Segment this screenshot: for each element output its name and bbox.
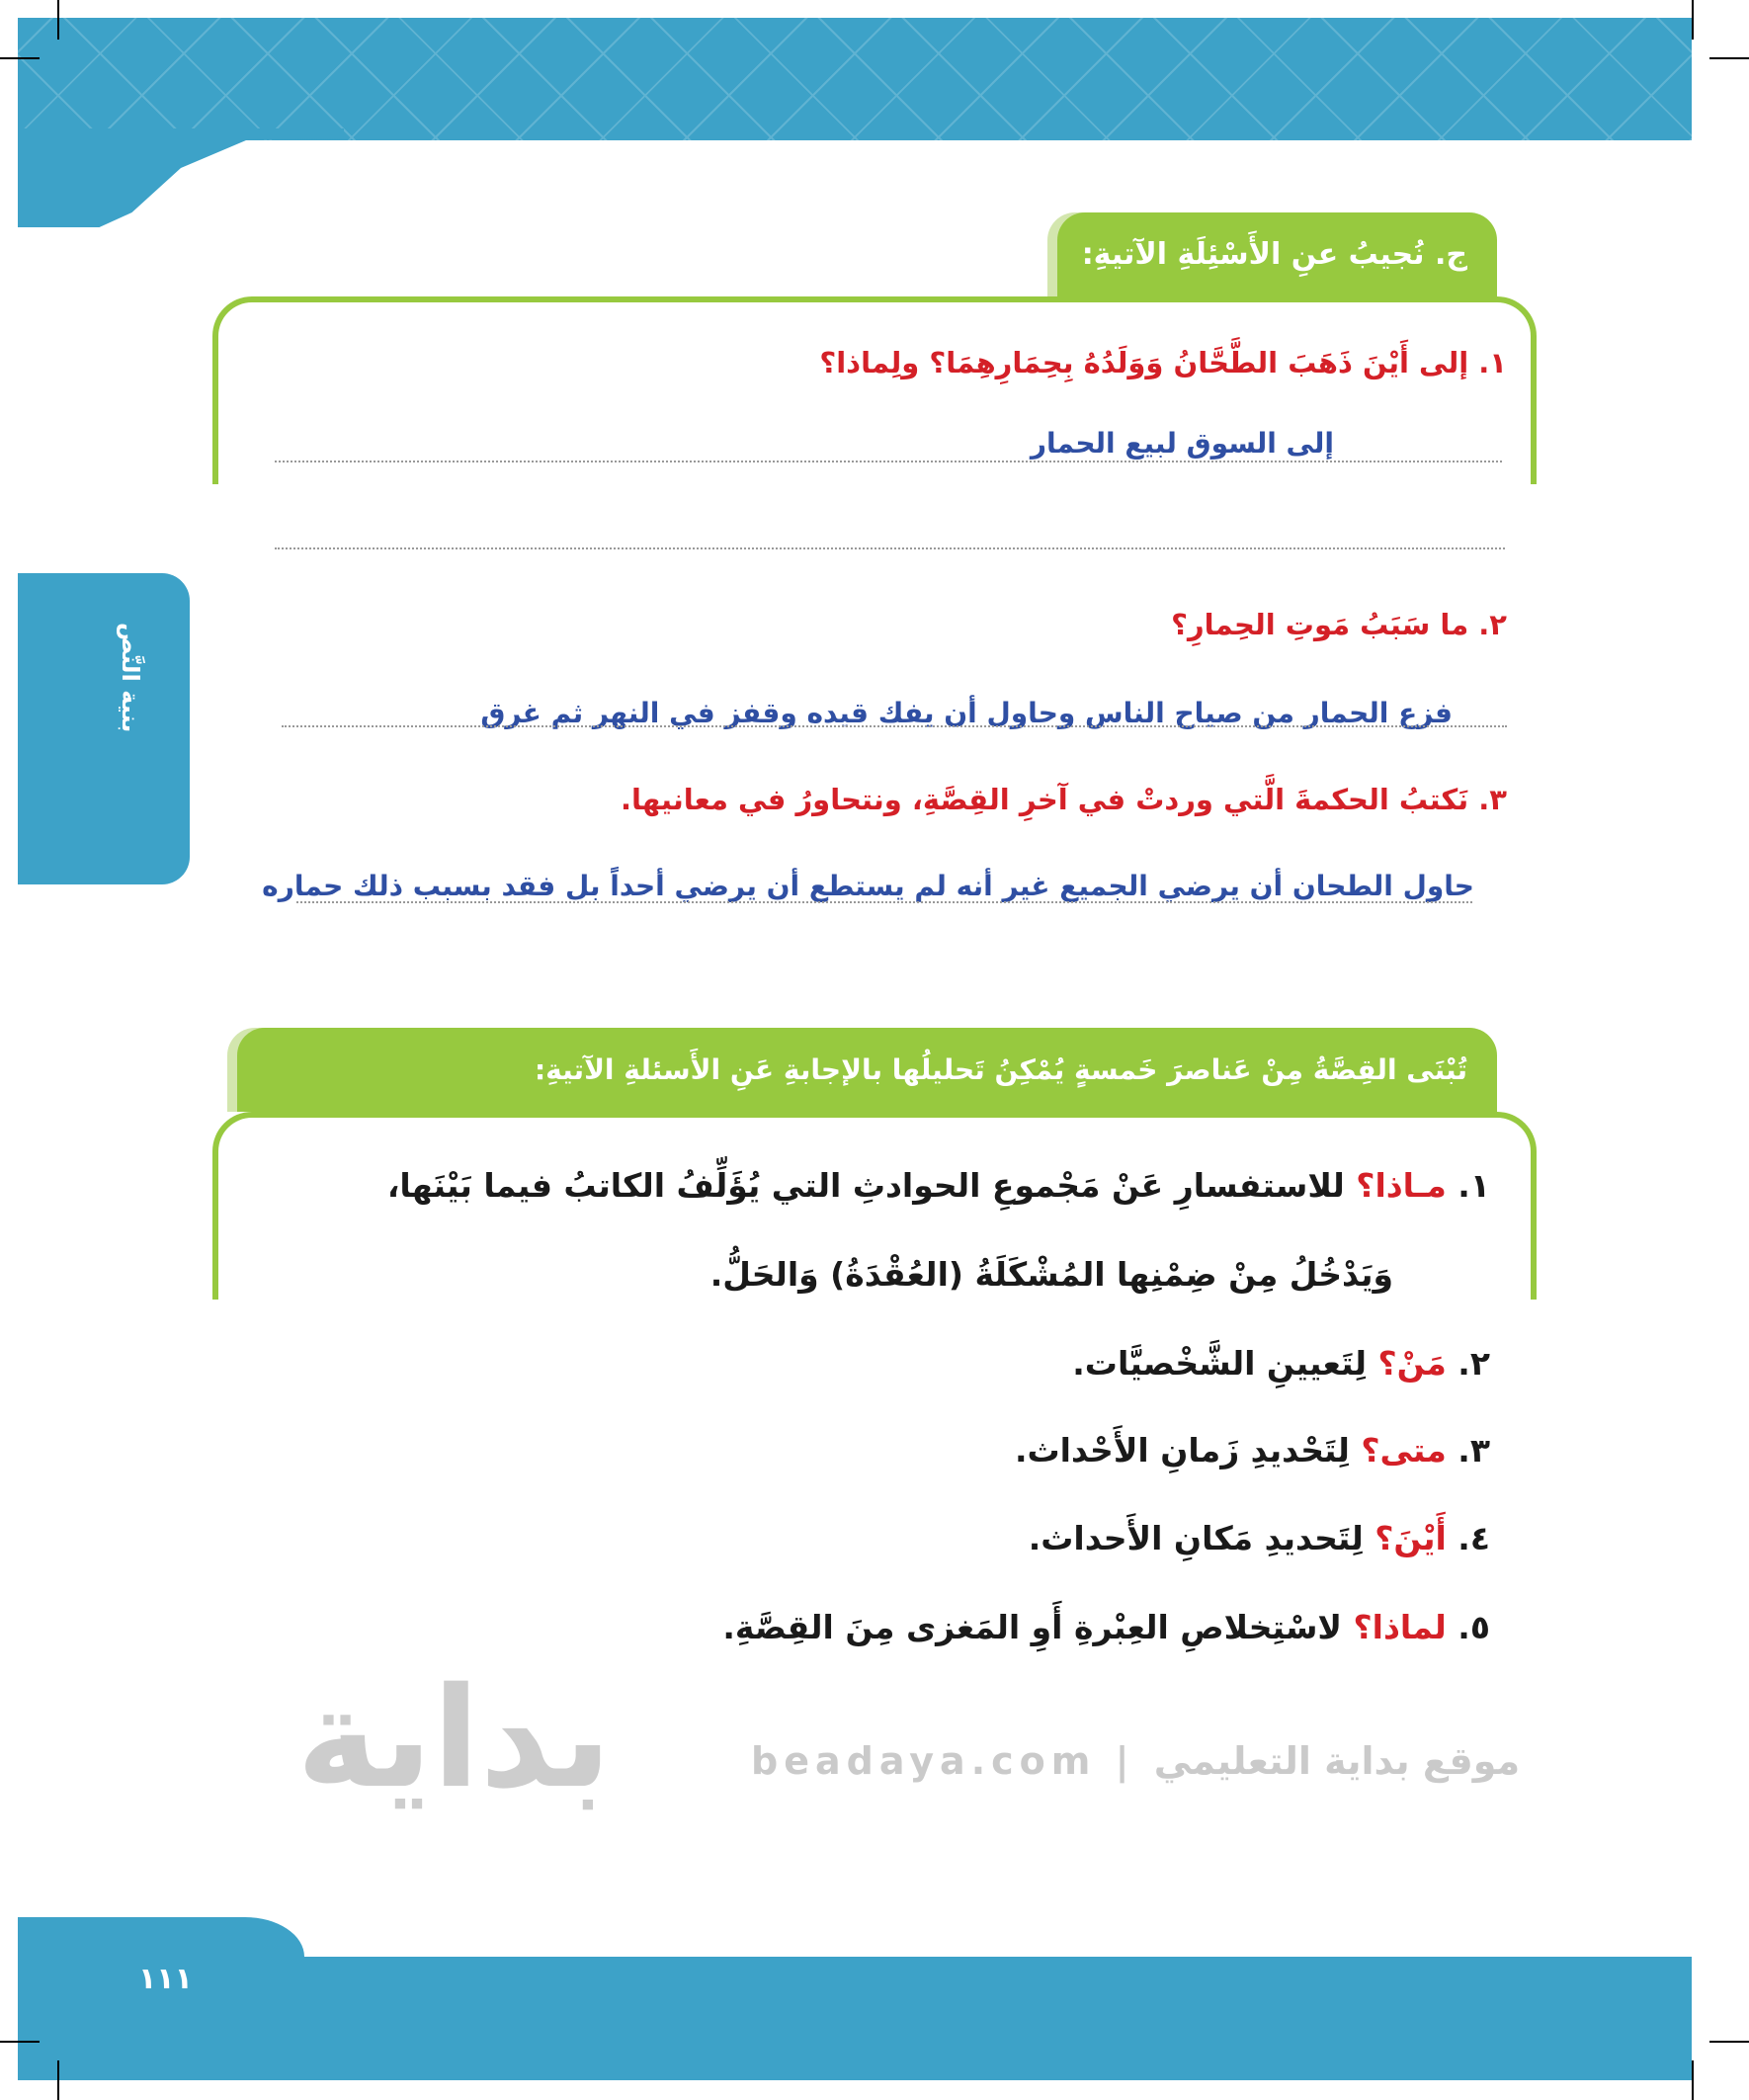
crop-mark [1709, 57, 1749, 59]
question-3: ٣. نَكتبُ الحكمةَ الَّتي وردتْ في آخرِ القِصَّةِ، ونتحاورُ في معانيها. [620, 783, 1507, 816]
list-item: ٢. مَنْ؟ لِتَعيينِ الشَّخْصيَّات. [1072, 1344, 1490, 1383]
list-item-continued: وَيَدْخُلُ مِنْ ضِمْنِها المُشْكَلَةُ (العُقْدَةُ) وَالحَلُّ. [709, 1255, 1393, 1294]
answer-3[interactable]: حاول الطحان أن يرضي الجميع غير أنه لم يستطع أن يرضي أحداً بل فقد بسبب ذلك حماره [262, 870, 1474, 902]
section-c-title: ج. نُجيبُ عنِ الأَسْئِلَةِ الآتيةِ: [1057, 212, 1497, 296]
footer-band [18, 1957, 1692, 2080]
crop-mark [0, 57, 40, 59]
list-item: ٤. أَيْنَ؟ لِتَحديدِ مَكانِ الأَحداث. [1028, 1519, 1490, 1557]
crop-mark [57, 2060, 59, 2100]
section-c-box [212, 296, 1537, 484]
crop-mark [1709, 2041, 1749, 2043]
elements-title: تُبْنَى القِصَّةُ مِنْ عَناصرَ خَمسةٍ يُمْكِنُ تَحليلُها بالإجابةِ عَنِ الأَسئلةِ الآتيةِ: [237, 1028, 1497, 1112]
answer-line [275, 547, 1505, 549]
list-item: ٣. متى؟ لِتَحْديدِ زَمانِ الأَحْداث. [1014, 1431, 1490, 1470]
question-1: ١. إلى أَيْنَ ذَهَبَ الطَّحَّانُ وَوَلَدُهُ بِحِمَارِهِمَا؟ ولِماذا؟ [819, 346, 1507, 379]
crop-mark [1692, 0, 1694, 40]
crop-mark [1692, 2060, 1694, 2100]
crop-mark [0, 2041, 40, 2043]
crop-mark [57, 0, 59, 40]
page-number: ١١١ [138, 1962, 193, 1996]
header-curve [18, 128, 344, 227]
side-tab [18, 573, 190, 884]
answer-1[interactable]: إلى السوق لبيع الحمار [1030, 427, 1334, 460]
side-tab-label: بنية النَّص [117, 623, 144, 733]
answer-line [296, 901, 1472, 903]
watermark-logo: بداية [296, 1658, 612, 1819]
list-item: ٥. لماذا؟ لاسْتِخلاصِ العِبْرةِ أَوِ المَغزى مِنَ القِصَّةِ. [722, 1608, 1490, 1646]
question-2: ٢. ما سَبَبُ مَوتِ الحِمارِ؟ [1171, 608, 1507, 641]
answer-line [282, 725, 1507, 727]
list-item: ١. مـاذا؟ للاستفسارِ عَنْ مَجْموعِ الحوادثِ التي يُؤَلِّفُ الكاتبُ فيما بَيْنَها، [386, 1166, 1490, 1205]
header-pattern [18, 18, 1692, 140]
answer-line [275, 461, 1502, 462]
watermark-text: beadaya.com | موقع بداية التعليمي [751, 1739, 1521, 1783]
answer-2[interactable]: فزع الحمار من صياح الناس وحاول أن يفك قيده وقفز في النهر ثم غرق [480, 697, 1453, 729]
